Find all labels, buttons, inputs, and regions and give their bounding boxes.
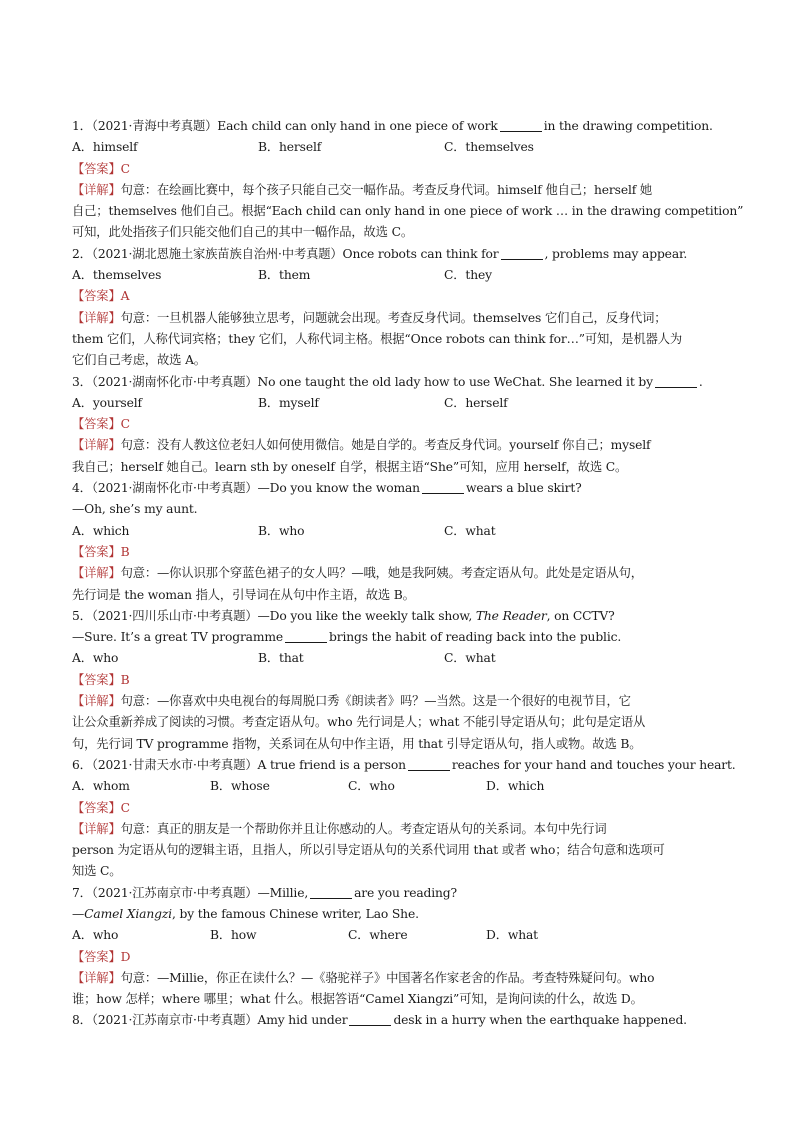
- detail-tag: 【详解】: [72, 310, 121, 325]
- option: B．that: [258, 651, 304, 666]
- detail-tag: 【详解】: [72, 438, 121, 453]
- detail-line: 【详解】句意：—Millie，你正在读什么？—《骆驼祥子》中国著名作家老舍的作品。考查特殊疑问句。who: [72, 970, 655, 985]
- detail-tag: 【详解】: [72, 970, 121, 985]
- option: B．herself: [258, 140, 322, 155]
- option: D．which: [486, 779, 545, 794]
- detail-line: them 它们，人称代词宾格；they 它们，人称代词主格。根据“Once robots can think for…”可知，是机器人为: [72, 331, 683, 346]
- option: C．themselves: [444, 140, 534, 155]
- detail-line: 句，先行词 TV programme 指物，关系词在从句中作主语，用 that 引导定语从句，指人或物。故选 B。: [72, 736, 642, 751]
- option: C．herself: [444, 395, 508, 410]
- option: C．where: [348, 928, 408, 943]
- options-row: [72, 776, 724, 797]
- show-title: The Reader: [475, 608, 547, 623]
- dialogue-line: —Oh, she’s my aunt.: [72, 502, 198, 517]
- answer-label: 【答案】D: [72, 949, 131, 964]
- question-stem: 8．（2021·江苏南京市·中考真题）Amy hid under desk in a hurry when the earthquake happened.: [72, 1013, 687, 1028]
- option: A．themselves: [72, 268, 162, 283]
- detail-line: 【详解】句意：在绘画比赛中，每个孩子只能自己交一幅作品。考查反身代词。himself 他自己；herself 她: [72, 182, 653, 197]
- question-stem: 1．（2021·青海中考真题）Each child can only hand in one piece of work in the drawing competition.: [72, 119, 713, 133]
- option: C．what: [444, 523, 496, 538]
- option: B．whose: [210, 779, 270, 794]
- detail-tag: 【详解】: [72, 182, 121, 197]
- options-row: [72, 521, 724, 542]
- option: D．what: [486, 928, 538, 943]
- options-row: [72, 393, 724, 414]
- detail-line: 谁；how 怎样；where 哪里；what 什么。根据答语“Camel Xiangzi”可知，是询问读的什么，故选 D。: [72, 992, 643, 1007]
- question-stem: 6．（2021·甘肃天水市·中考真题）A true friend is a person reaches for your hand and touches your heart.: [72, 757, 736, 772]
- answer-label: 【答案】C: [72, 161, 130, 176]
- book-title: Camel Xiangzi: [84, 906, 172, 921]
- detail-line: 【详解】句意：真正的朋友是一个帮助你并且让你感动的人。考查定语从句的关系词。本句中先行词: [72, 821, 607, 836]
- answer-blank: [501, 246, 543, 260]
- detail-line: 让公众重新养成了阅读的习惯。考查定语从句。who 先行词是人；what 不能引导定语从句；此句是定语从: [72, 715, 646, 730]
- option: A．which: [72, 523, 130, 538]
- detail-line: 先行词是 the woman 指人，引导词在从句中作主语，故选 B。: [72, 587, 415, 602]
- question-stem: 5．（2021·四川乐山市·中考真题）—Do you like the weekly talk show, The Reader, on CCTV?: [72, 608, 615, 623]
- detail-line: 我自己；herself 她自己。learn sth by oneself 自学，根据主语“She”可知，应用 herself，故选 C。: [72, 459, 628, 474]
- question-stem: 7．（2021·江苏南京市·中考真题）—Millie, are you reading?: [72, 885, 457, 900]
- option: C．they: [444, 268, 492, 283]
- answer-label: 【答案】C: [72, 417, 130, 432]
- document-body: [72, 116, 744, 1032]
- option: C．who: [348, 779, 395, 794]
- answer-blank: [349, 1012, 391, 1026]
- question-stem: 4．（2021·湖南怀化市·中考真题）—Do you know the woman wears a blue skirt?: [72, 481, 582, 496]
- dialogue-line: —Sure. It’s a great TV programme brings the habit of reading back into the public.: [72, 630, 622, 645]
- answer-blank: [310, 885, 352, 899]
- option: C．what: [444, 651, 496, 666]
- option: A．whom: [72, 779, 130, 794]
- option: B．who: [258, 523, 305, 538]
- detail-line: 自己；themselves 他们自己。根据“Each child can only hand in one piece of work … in the drawing competition”: [72, 204, 744, 219]
- answer-blank: [655, 374, 697, 388]
- detail-line: person 为定语从句的逻辑主语，且指人，所以引导定语从句的关系代词用 that 或者 who；结合句意和选项可: [72, 843, 665, 858]
- options-row: [72, 137, 724, 158]
- options-row: [72, 648, 724, 669]
- option: A．who: [72, 928, 119, 943]
- answer-blank: [408, 757, 450, 771]
- answer-blank: [285, 629, 327, 643]
- options-row: [72, 925, 724, 946]
- options-row: [72, 265, 724, 286]
- detail-line: 【详解】句意：—你喜欢中央电视台的每周脱口秀《朗读者》吗？—当然。这是一个很好的电视节目，它: [72, 694, 631, 709]
- detail-tag: 【详解】: [72, 694, 121, 709]
- detail-line: 【详解】句意：—你认识那个穿蓝色裙子的女人吗？—哦，她是我阿姨。考查定语从句。此处是定语从句，: [72, 566, 643, 581]
- option: A．who: [72, 651, 119, 666]
- detail-line: 【详解】句意：没有人教这位老妇人如何使用微信。她是自学的。考查反身代词。yourself 你自己；myself: [72, 438, 651, 453]
- option: B．how: [210, 928, 257, 943]
- answer-label: 【答案】A: [72, 289, 130, 304]
- option: A．himself: [72, 140, 138, 155]
- detail-line: 【详解】句意：一旦机器人能够独立思考，问题就会出现。考查反身代词。themselves 它们自己，反身代词；: [72, 310, 667, 325]
- detail-line: 知选 C。: [72, 864, 122, 879]
- answer-label: 【答案】B: [72, 672, 130, 687]
- answer-blank: [422, 480, 464, 494]
- dialogue-line: —Camel Xiangzi, by the famous Chinese writer, Lao She.: [72, 906, 419, 921]
- detail-tag: 【详解】: [72, 566, 121, 581]
- question-stem: 2．（2021·湖北恩施土家族苗族自治州·中考真题）Once robots can think for , problems may appear.: [72, 246, 688, 261]
- detail-line: 可知，此处指孩子们只能交他们自己的其中一幅作品，故选 C。: [72, 225, 413, 240]
- answer-label: 【答案】B: [72, 544, 130, 559]
- option: B．them: [258, 268, 311, 283]
- detail-tag: 【详解】: [72, 821, 121, 836]
- option: A．yourself: [72, 395, 142, 410]
- option: B．myself: [258, 395, 319, 410]
- detail-line: 它们自己考虑，故选 A。: [72, 353, 206, 368]
- answer-label: 【答案】C: [72, 800, 130, 815]
- question-stem: 3．（2021·湖南怀化市·中考真题）No one taught the old lady how to use WeChat. She learned it by .: [72, 374, 703, 389]
- answer-blank: [500, 118, 542, 132]
